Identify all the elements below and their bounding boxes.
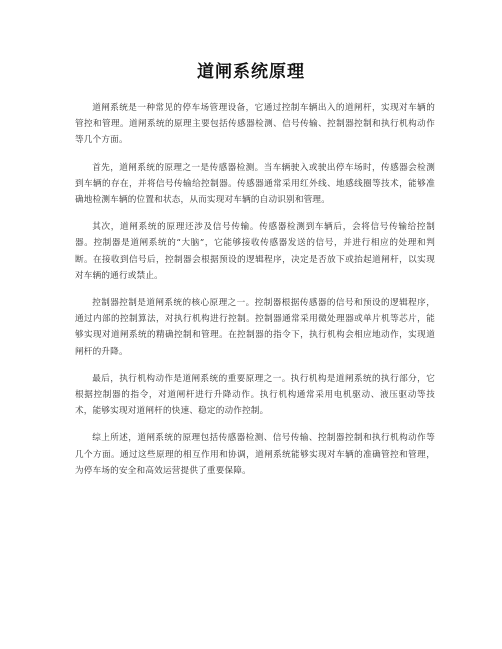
paragraph-intro: 道闸系统是一种常见的停车场管理设备，它通过控制车辆出入的道闸杆，实现对车辆的管控和管理。道闸系统的原理主要包括传感器检测、信号传输、控制器控制和执行机构动作等几个方面。	[75, 103, 435, 146]
document-body	[75, 100, 435, 490]
paragraph-actuator-action: 最后，执行机构动作是道闸系统的重要原理之一。执行机构是道闸系统的执行部分，它根据控制器的指令，对道闸杆进行升降动作。执行机构通常采用电机驱动、液压驱动等技术，能够实现对道闸杆的快速、稳定的动作控制。	[75, 373, 435, 417]
document-title: 道闸系统原理	[197, 62, 305, 82]
paragraph-summary: 综上所述，道闸系统的原理包括传感器检测、信号传输、控制器控制和执行机构动作等几个方面。通过这些原理的相互作用和协调，道闸系统能够实现对车辆的准确管控和管理，为停车场的安全和高效运营提供了重要保障。	[75, 433, 435, 476]
paragraph-controller-control: 控制器控制是道闸系统的核心原理之一。控制器根据传感器的信号和预设的逻辑程序，通过内部的控制算法，对执行机构进行控制。控制器通常采用微处理器或单片机等芯片，能够实现对道闸系统的精确控制和管理。在控制器的指令下，执行机构会相应地动作，实现道闸杆的升降。	[75, 298, 435, 357]
paragraph-sensor-detection: 首先，道闸系统的原理之一是传感器检测。当车辆驶入或驶出停车场时，传感器会检测到车辆的存在，并将信号传输给控制器。传感器通常采用红外线、地感线圈等技术，能够准确地检测车辆的位置和状态，从而实现对车辆的自动识别和管理。	[75, 162, 435, 206]
paragraph-signal-transmission: 其次，道闸系统的原理还涉及信号传输。传感器检测到车辆后，会将信号传输给控制器。控制器是道闸系统的“大脑”，它能够接收传感器发送的信号，并进行相应的处理和判断。在接收到信号后，控制器会根据预设的逻辑程序，决定是否放下或抬起道闸杆，以实现对车辆的通行或禁止。	[75, 222, 435, 281]
